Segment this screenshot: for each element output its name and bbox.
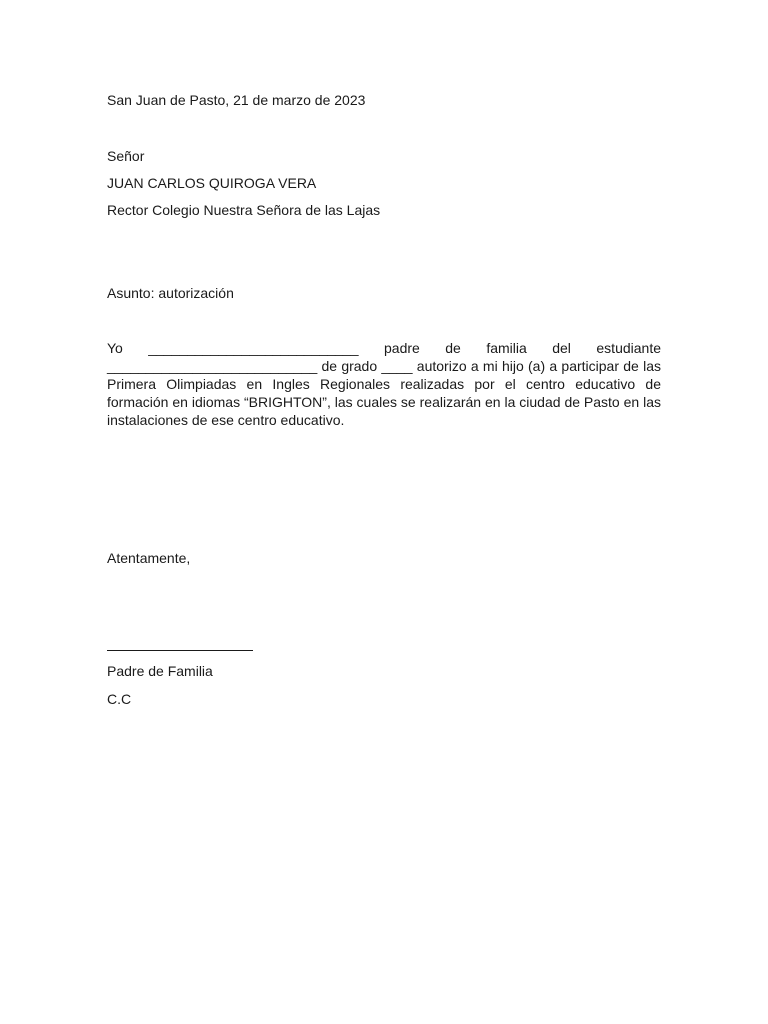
subject-line: Asunto: autorización [107,285,234,301]
recipient-title: Rector Colegio Nuestra Señora de las Lajas [107,202,381,218]
signer-role: Padre de Familia [107,663,213,679]
place-date: San Juan de Pasto, 21 de marzo de 2023 [107,92,366,108]
salutation: Señor [107,148,145,164]
letter-body: Yo ___________________________ padre de familia del estudiante ___________________________ de grado ____ autorizo a mi hijo (a) a participar de las Primera Olimpiadas en Ingles Regionales realizadas por el centro educativo de formación en idiomas “BRIGHTON”, las cuales se realizarán en la ciudad de Pasto en las instalaciones de ese centro educativo. [107,340,661,428]
id-label: C.C [107,691,132,707]
recipient-name: JUAN CARLOS QUIROGA VERA [107,175,317,191]
signature-line [107,650,253,651]
closing: Atentamente, [107,550,191,566]
